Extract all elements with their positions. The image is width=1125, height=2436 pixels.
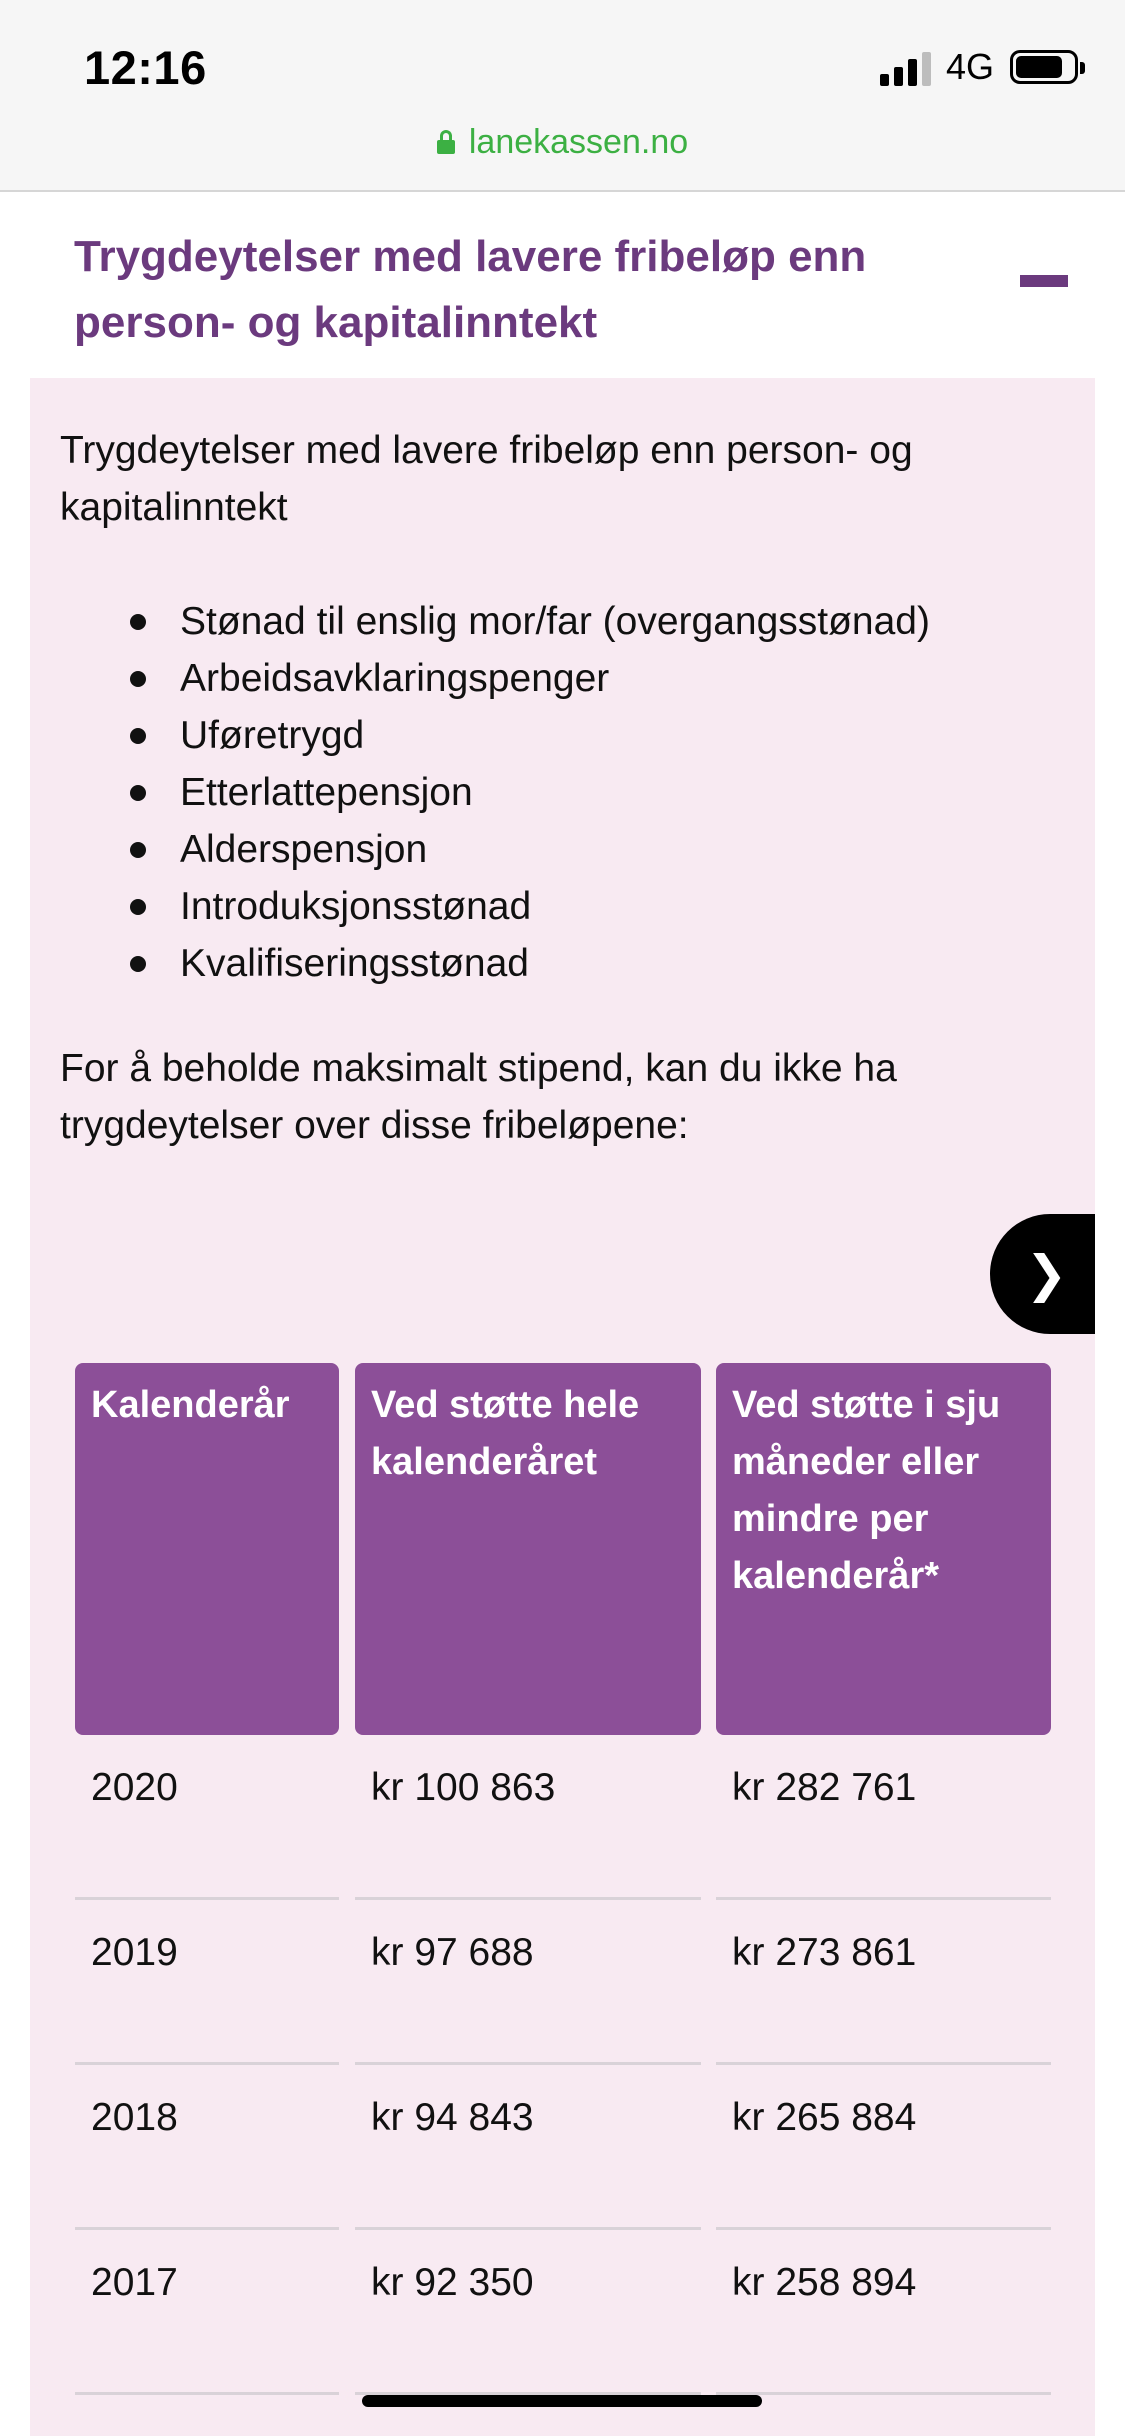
table-cell-year: 2020: [75, 1735, 339, 1900]
table-cell-seven-months: kr 282 761: [716, 1735, 1051, 1900]
table-row: [75, 1900, 1051, 2065]
status-bar: [0, 0, 1125, 192]
url-text[interactable]: lanekassen.no: [468, 122, 689, 161]
status-time: 12:16: [84, 41, 207, 94]
accordion-title[interactable]: Trygdeytelser med lavere fribeløp enn person- og kapitalinntekt: [74, 232, 867, 347]
list-item: Kvalifiseringsstønad: [30, 935, 1095, 992]
table-row: [75, 1735, 1051, 1900]
bullet-icon: [130, 671, 146, 687]
list-item: Arbeidsavklaringspenger: [30, 650, 1095, 707]
table-row: [75, 2230, 1051, 2395]
table-row: [75, 2065, 1051, 2230]
intro-text: Trygdeytelser med lavere fribeløp enn person- og kapitalinntekt: [60, 429, 913, 529]
table-cell-full-year: kr 100 863: [355, 1735, 701, 1900]
list-item: Etterlattepensjon: [30, 764, 1095, 821]
limits-text: For å beholde maksimalt stipend, kan du ikke ha trygdeytelser over disse fribeløpene:: [60, 1047, 897, 1147]
table-cell-year: 2019: [75, 1900, 339, 2065]
list-item: Alderspensjon: [30, 821, 1095, 878]
list-item: Introduksjonsstønad: [30, 878, 1095, 935]
battery-icon: [1010, 50, 1078, 84]
accordion-panel: [30, 378, 1095, 2436]
table-cell-year: 2018: [75, 2065, 339, 2230]
table-cell-seven-months: kr 265 884: [716, 2065, 1051, 2230]
bullet-icon: [130, 728, 146, 744]
network-type: 4G: [946, 46, 995, 87]
table-cell-year: 2017: [75, 2230, 339, 2395]
table-cell-seven-months: kr 273 861: [716, 1900, 1051, 2065]
table-header-year: Kalenderår: [75, 1363, 339, 1735]
lock-icon: [437, 130, 455, 154]
table-cell-full-year: kr 94 843: [355, 2065, 701, 2230]
table-header-seven-months: Ved støtte i sju måneder eller mindre per kalenderår*: [716, 1363, 1051, 1735]
bullet-icon: [130, 614, 146, 630]
benefits-list: [30, 593, 1095, 992]
bullet-icon: [130, 956, 146, 972]
bullet-icon: [130, 785, 146, 801]
bullet-icon: [130, 899, 146, 915]
signal-strength-icon: [880, 50, 934, 86]
bullet-icon: [130, 842, 146, 858]
address-bar[interactable]: [0, 118, 1125, 166]
scroll-right-button[interactable]: ❯: [990, 1214, 1095, 1334]
table-cell-full-year: kr 92 350: [355, 2230, 701, 2395]
table-cell-seven-months: kr 258 894: [716, 2230, 1051, 2395]
accordion-header[interactable]: [30, 192, 1095, 378]
table-cell-full-year: kr 97 688: [355, 1900, 701, 2065]
home-indicator[interactable]: [362, 2395, 762, 2407]
list-item: Uføretrygd: [30, 707, 1095, 764]
table-header-full-year: Ved støtte hele kalenderåret: [355, 1363, 701, 1735]
list-item: Stønad til enslig mor/far (overgangsstønad): [30, 593, 1095, 650]
collapse-minus-icon[interactable]: [1020, 275, 1068, 287]
